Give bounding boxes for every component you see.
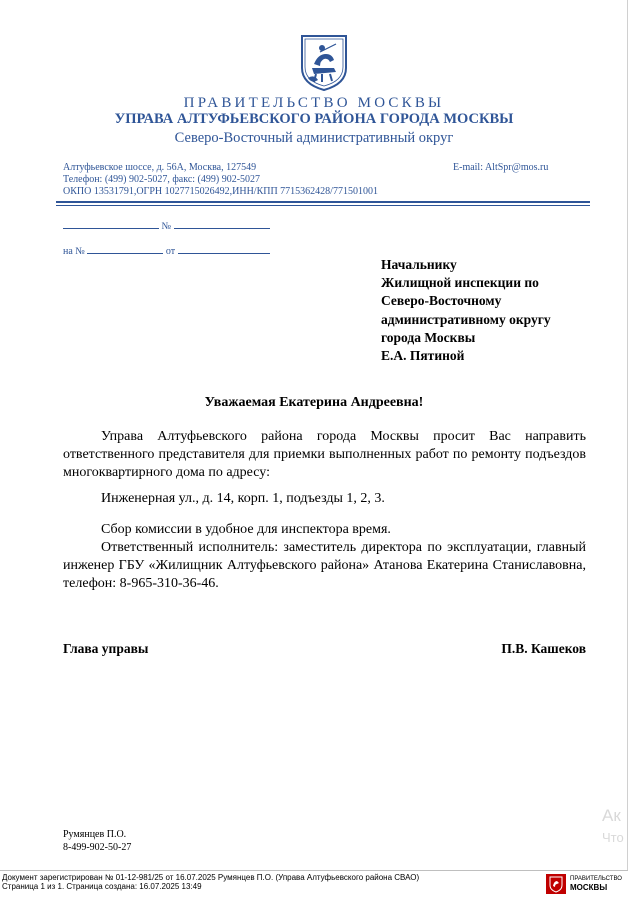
letter-paragraph-request: Управа Алтуфьевского района города Москвы просит Вас направить ответственного представителя для приемки выполненных работ по ремонту подъездов многоквартирного дома по адресу: — [63, 429, 586, 480]
letter-object-address: Инженерная ул., д. 14, корп. 1, подъезды 1, 2, 3. — [101, 491, 385, 506]
header-rule-thin — [56, 205, 590, 206]
greeting: Уважаемая Екатерина Андреевна! — [204, 395, 424, 410]
date-blank — [63, 219, 159, 229]
number-label: № — [161, 221, 172, 232]
in-reply-line — [63, 244, 270, 257]
footer-logo-line2: МОСКВЫ — [570, 883, 608, 892]
footer-logo-line1: ПРАВИТЕЛЬСТВО — [570, 876, 622, 882]
executor-phone: 8-499-902-50-27 — [63, 842, 132, 853]
addressee-line: административному округу — [381, 311, 551, 327]
letter-paragraph-executor: Ответственный исполнитель: заместитель директора по эксплуатации, главный инженер ГБУ «Жилищник Алтуфьевского района» Атанова Екатерина Станиславовна, телефон: 8-965-310-36-46. — [63, 540, 586, 591]
uprava-title: УПРАВА АЛТУФЬЕВСКОГО РАЙОНА ГОРОДА МОСКВЫ — [114, 111, 514, 127]
okrug-title: Северо-Восточный административный округ — [174, 130, 454, 146]
addressee-line: Начальнику — [381, 257, 457, 272]
number-blank — [174, 219, 270, 229]
addressee-line: Северо-Восточному — [381, 293, 502, 309]
addressee-line: Жилищной инспекции по — [381, 275, 539, 291]
reply-date-blank — [178, 244, 270, 254]
coat-of-arms-icon — [546, 874, 566, 894]
addressee-block — [381, 256, 551, 365]
reply-number-blank — [87, 244, 163, 254]
contact-email: E-mail: AltSpr@mos.ru — [453, 162, 549, 173]
moscow-coat-of-arms-icon — [300, 34, 348, 92]
letter-paragraph-commission: Сбор комиссии в удобное для инспектора время. — [101, 522, 391, 537]
contact-phone: Телефон: (499) 902-5027, факс: (499) 902-5027 — [63, 174, 261, 185]
contact-address: Алтуфьевское шоссе, д. 56А, Москва, 127549 — [63, 162, 257, 173]
government-title: ПРАВИТЕЛЬСТВО МОСКВЫ — [183, 95, 445, 111]
executor-name: Румянцев П.О. — [63, 829, 127, 840]
addressee-line: города Москвы — [381, 329, 476, 345]
signature-position: Глава управы — [63, 641, 149, 656]
signature-name: П.В. Кашеков — [501, 641, 586, 656]
footer-registration-text: Документ зарегистрирован № 01-12-981/25 от 16.07.2025 Румянцев П.О. (Управа Алтуфьевского района СВАО) — [2, 873, 420, 882]
in-reply-label: на № — [63, 246, 85, 257]
footer-page-text: Страница 1 из 1. Страница создана: 16.07.2025 13:49 — [2, 882, 202, 891]
activation-watermark-line1: Ак — [602, 806, 621, 825]
from-label: от — [165, 246, 176, 257]
contact-codes: ОКПО 13531791,ОГРН 1027715026492,ИНН/КПП 7715362428/771501001 — [63, 186, 378, 197]
registration-number-line — [63, 219, 270, 232]
header-rule-thick — [56, 201, 590, 203]
moscow-government-logo-icon — [546, 874, 566, 894]
activation-watermark-line2: Что — [602, 830, 624, 845]
addressee-line: Е.А. Пятиной — [381, 348, 465, 364]
